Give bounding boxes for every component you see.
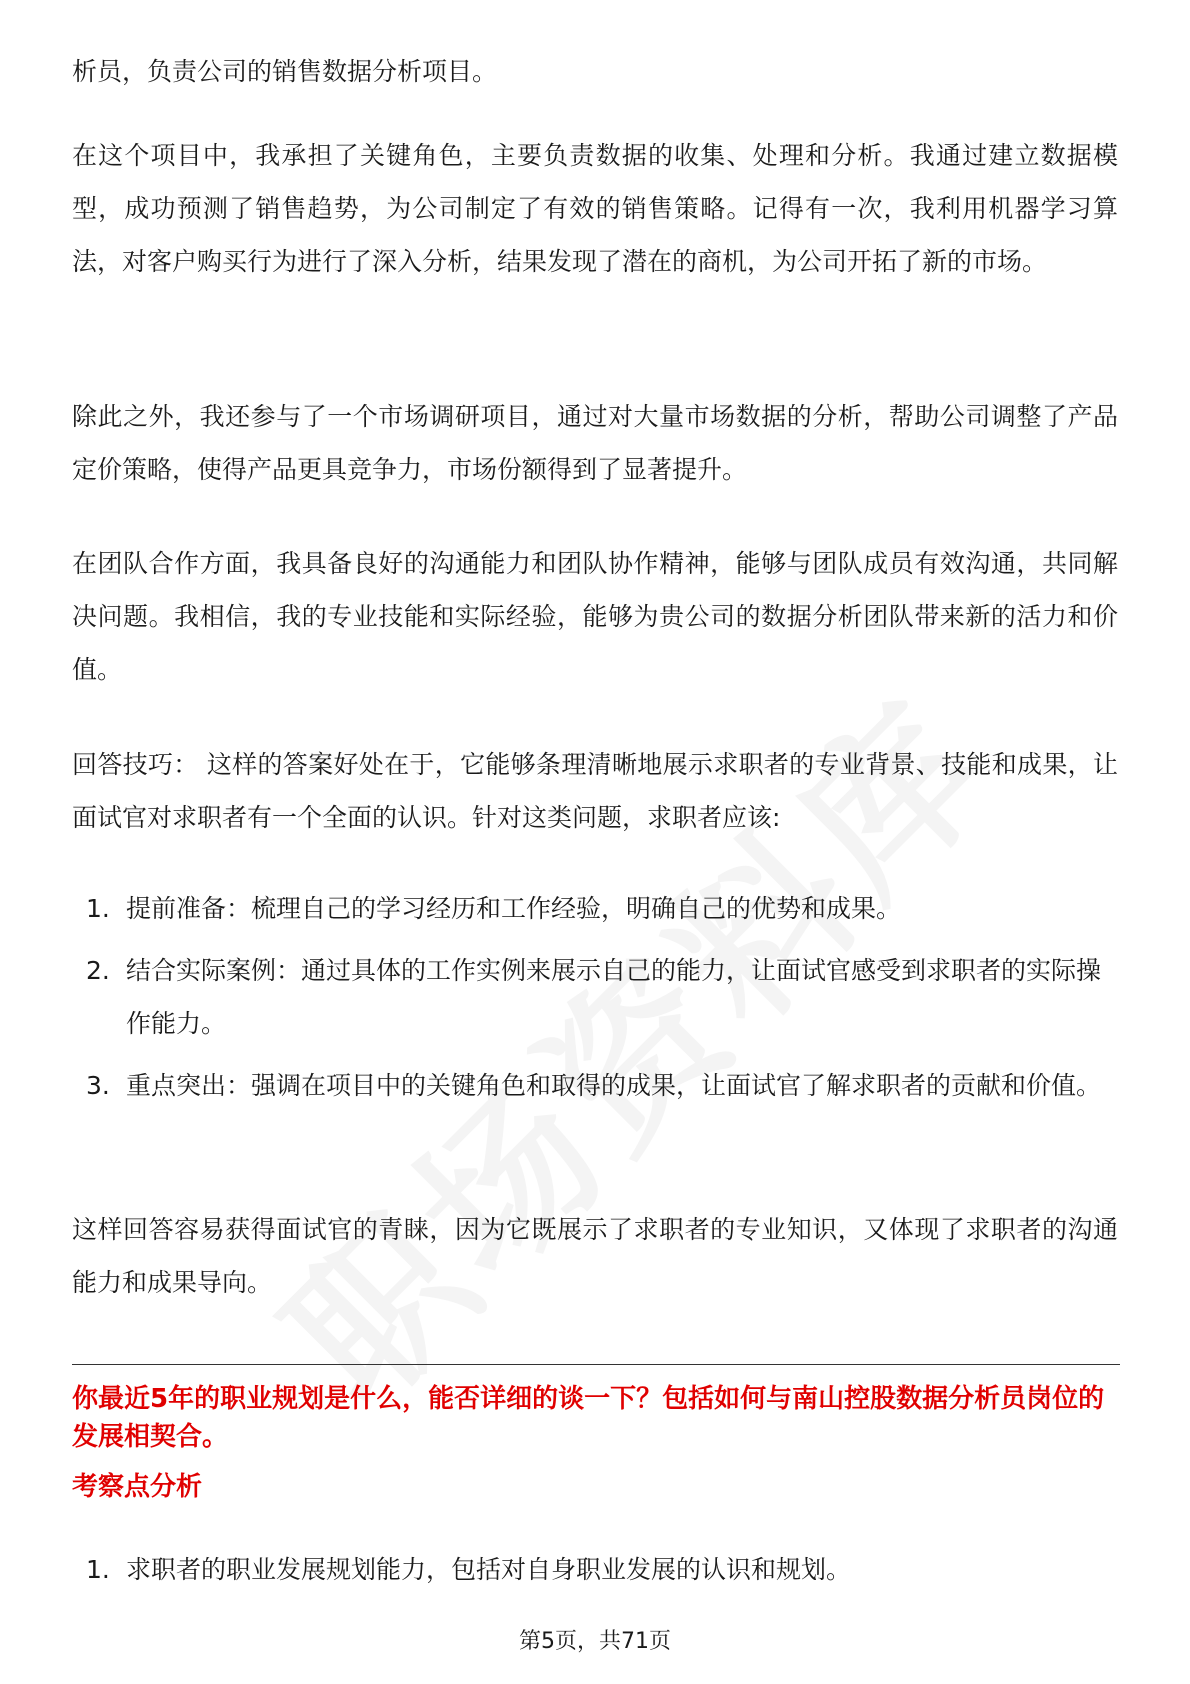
list-item bbox=[72, 944, 1118, 1050]
paragraph: 在团队合作方面，我具备良好的沟通能力和团队协作精神，能够与团队成员有效沟通，共同解决问题。我相信，我的专业技能和实际经验，能够为贵公司的数据分析团队带来新的活力和价值。 bbox=[72, 549, 1118, 684]
list-item bbox=[72, 1543, 1118, 1596]
list-item-text: 提前准备：梳理自己的学习经历和工作经验，明确自己的优势和成果。 bbox=[126, 894, 902, 923]
section-heading: 考察点分析 bbox=[72, 1472, 203, 1502]
answer-tips-intro: 回答技巧： 这样的答案好处在于，它能够条理清晰地展示求职者的专业背景、技能和成果，让面试官对求职者有一个全面的认识。针对这类问题，求职者应该: bbox=[72, 750, 1118, 832]
paragraph: 析员，负责公司的销售数据分析项目。 bbox=[72, 57, 498, 86]
list-item-text: 求职者的职业发展规划能力，包括对自身职业发展的认识和规划。 bbox=[126, 1555, 852, 1584]
paragraph: 在这个项目中，我承担了关键角色，主要负责数据的收集、处理和分析。我通过建立数据模型，成功预测了销售趋势，为公司制定了有效的销售策略。记得有一次，我利用机器学习算法，对客户购买行为进行了深入分析，结果发现了潜在的商机，为公司开拓了新的市场。 bbox=[72, 141, 1118, 276]
list-number: 1. bbox=[86, 894, 110, 923]
list-item bbox=[72, 1059, 1118, 1112]
list-number: 3. bbox=[86, 1071, 110, 1100]
question-title: 你最近5年的职业规划是什么，能否详细的谈一下？包括如何与南山控股数据分析员岗位的发展相契合。 bbox=[72, 1384, 1105, 1452]
list-number: 1. bbox=[86, 1555, 110, 1584]
page-number: 第5页，共71页 bbox=[519, 1629, 671, 1654]
list-item-text: 结合实际案例：通过具体的工作实例来展示自己的能力，让面试官感受到求职者的实际操作能力。 bbox=[126, 956, 1102, 1038]
list-item-text: 重点突出：强调在项目中的关键角色和取得的成果，让面试官了解求职者的贡献和价值。 bbox=[126, 1071, 1102, 1100]
section-divider bbox=[72, 1364, 1120, 1365]
list-item bbox=[72, 882, 1118, 935]
tips-list bbox=[72, 882, 1118, 1121]
paragraph: 这样回答容易获得面试官的青睐，因为它既展示了求职者的专业知识，又体现了求职者的沟通能力和成果导向。 bbox=[72, 1215, 1118, 1297]
paragraph: 除此之外，我还参与了一个市场调研项目，通过对大量市场数据的分析，帮助公司调整了产品定价策略，使得产品更具竞争力，市场份额得到了显著提升。 bbox=[72, 402, 1118, 484]
list-number: 2. bbox=[86, 956, 110, 985]
analysis-points-list bbox=[72, 1543, 1118, 1596]
